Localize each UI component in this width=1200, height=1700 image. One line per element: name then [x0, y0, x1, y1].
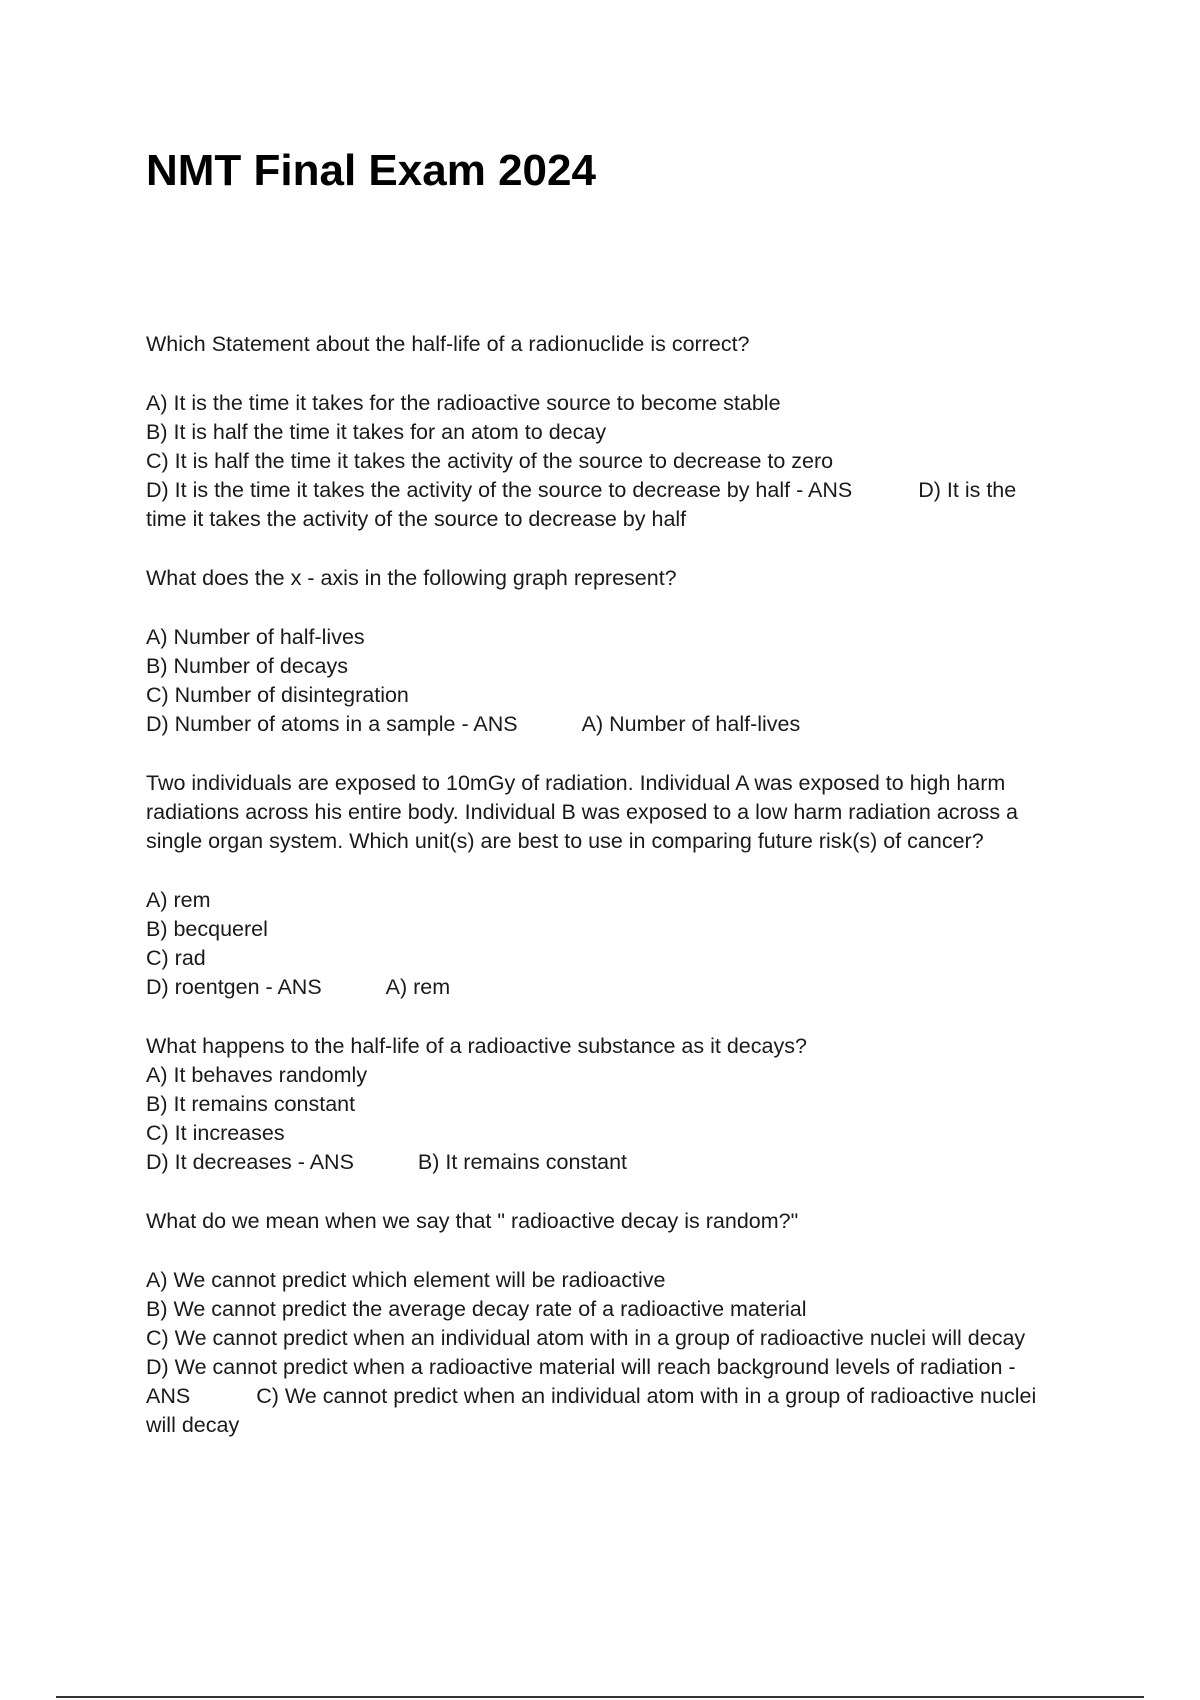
option-c: C) We cannot predict when an individual atom with in a group of radioactive nuclei will decay: [146, 1326, 1026, 1350]
document-title: NMT Final Exam 2024: [146, 146, 596, 195]
answer-start: D) It is the: [918, 478, 1017, 502]
option-d: D) roentgen - ANS: [146, 975, 322, 999]
answer: B) It remains constant: [417, 1150, 628, 1174]
answer: A) Number of half-lives: [581, 712, 801, 736]
option-b: B) It remains constant: [146, 1092, 356, 1116]
answer-continuation: time it takes the activity of the source to decrease by half: [146, 507, 687, 531]
option-d-with-answer: [146, 710, 1066, 739]
option-a: A) It behaves randomly: [146, 1063, 368, 1087]
question-list: [146, 330, 1066, 1440]
option-d: D) It is the time it takes the activity of the source to decrease by half - ANS: [146, 478, 853, 502]
option-d-with-answer: [146, 973, 1066, 1002]
question-2: [146, 564, 1066, 739]
option-list: [146, 886, 1066, 1002]
option-c: C) rad: [146, 946, 206, 970]
answer: C) We cannot predict when an individual atom with in a group of radioactive nuclei: [256, 1384, 1037, 1408]
question-text-line-1: Two individuals are exposed to 10mGy of radiation. Individual A was exposed to high harm: [146, 771, 1006, 795]
option-b: B) Number of decays: [146, 654, 348, 678]
option-list: [146, 623, 1066, 739]
answer-continuation: will decay: [146, 1413, 240, 1437]
option-d-with-answer: [146, 1148, 1066, 1177]
answer: A) rem: [385, 975, 451, 999]
option-d: D) We cannot predict when a radioactive material will reach background levels of radiation -: [146, 1355, 1016, 1379]
option-c: C) It is half the time it takes the activity of the source to decrease to zero: [146, 449, 834, 473]
question-text: What does the x - axis in the following graph represent?: [146, 566, 677, 590]
option-list: [146, 1266, 1066, 1440]
question-text: Which Statement about the half-life of a radionuclide is correct?: [146, 332, 750, 356]
option-c: C) Number of disintegration: [146, 683, 409, 707]
option-d: D) It decreases - ANS: [146, 1150, 354, 1174]
option-a: A) We cannot predict which element will be radioactive: [146, 1268, 666, 1292]
option-list: [146, 389, 1066, 534]
option-a: A) Number of half-lives: [146, 625, 365, 649]
option-list: [146, 1061, 1066, 1177]
question-text: What do we mean when we say that " radioactive decay is random?": [146, 1209, 799, 1233]
option-b: B) becquerel: [146, 917, 268, 941]
option-d: D) Number of atoms in a sample - ANS: [146, 712, 518, 736]
question-4: [146, 1032, 1066, 1177]
option-b: B) We cannot predict the average decay rate of a radioactive material: [146, 1297, 807, 1321]
question-text-line-3: single organ system. Which unit(s) are best to use in comparing future risk(s) of cancer?: [146, 829, 984, 853]
answer-line: [146, 1382, 1066, 1411]
option-c: C) It increases: [146, 1121, 285, 1145]
question-5: [146, 1207, 1066, 1440]
option-a: A) It is the time it takes for the radioactive source to become stable: [146, 391, 781, 415]
ans-label: ANS: [146, 1384, 191, 1408]
option-b: B) It is half the time it takes for an atom to decay: [146, 420, 607, 444]
footer-divider: [56, 1696, 1144, 1698]
option-a: A) rem: [146, 888, 211, 912]
question-3: [146, 769, 1066, 1002]
option-d-with-answer: [146, 476, 1066, 505]
question-text: What happens to the half-life of a radioactive substance as it decays?: [146, 1034, 807, 1058]
question-text-line-2: radiations across his entire body. Individual B was exposed to a low harm radiation across a: [146, 800, 1018, 824]
question-1: [146, 330, 1066, 534]
